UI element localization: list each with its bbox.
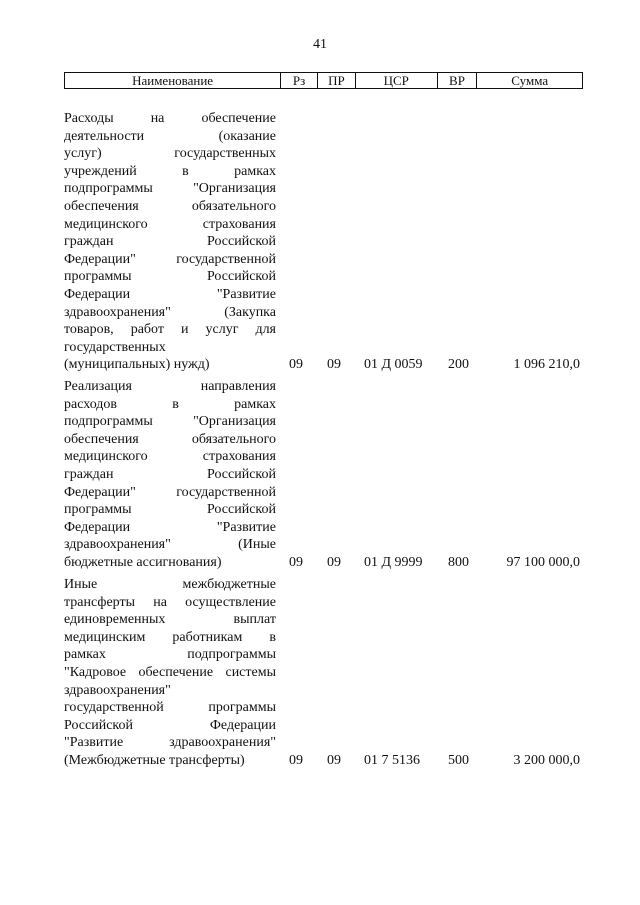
row-pr: 09 (327, 356, 341, 372)
row-vr: 500 (448, 752, 469, 768)
row-vr: 800 (448, 554, 469, 570)
row-name-line: Федерации" государственной (64, 484, 276, 500)
row-name-line: Реализация направления (64, 379, 276, 394)
header-sum: Сумма (476, 73, 582, 88)
row-name-line: здравоохранения" (Иные (64, 537, 276, 553)
header-name: Наименование (132, 73, 214, 88)
row-name-line: Федерации" государственной (64, 251, 276, 267)
row-name-line: деятельности (оказание (64, 128, 276, 144)
row-name-line: обеспечения обязательного (64, 431, 276, 447)
row-name-line: здравоохранения" (64, 682, 171, 698)
row-rz: 09 (289, 752, 303, 768)
row-name-line: (муниципальных) нужд) (64, 357, 210, 373)
row-name-line: Федерации "Развитие (64, 286, 276, 302)
row-name (64, 110, 276, 374)
row-pr: 09 (327, 554, 341, 570)
row-rz: 09 (289, 356, 303, 372)
row-name-line: расходов в рамках (64, 396, 276, 412)
row-pr: 09 (327, 752, 341, 768)
row-name-line: (Межбюджетные трансферты) (64, 752, 245, 768)
row-name (64, 378, 276, 572)
row-name-line: государственной программы (64, 700, 276, 716)
row-vr: 200 (448, 356, 469, 372)
row-rz: 09 (289, 554, 303, 570)
row-name-line: Расходы на обеспечение (64, 111, 276, 126)
row-name-line: бюджетные ассигнования) (64, 554, 222, 570)
page-number: 41 (313, 37, 327, 52)
row-name (64, 576, 276, 770)
row-csr: 01 Д 0059 (364, 356, 423, 372)
table-row (64, 110, 583, 374)
header-csr: ЦСР (355, 73, 437, 88)
header-vr: ВР (437, 73, 477, 88)
row-name-line: государственных (64, 339, 166, 355)
row-name-line: граждан Российской (64, 234, 276, 250)
row-csr: 01 7 5136 (364, 752, 420, 768)
row-name-line: "Развитие здравоохранения" (64, 735, 276, 751)
row-name-line: трансферты на осуществление (64, 594, 276, 610)
row-name-line: программы Российской (64, 502, 276, 518)
row-sum: 97 100 000,0 (506, 554, 580, 570)
row-csr: 01 Д 9999 (364, 554, 423, 570)
row-name-line: Иные межбюджетные (64, 577, 276, 592)
row-name-line: здравоохранения" (Закупка (64, 304, 276, 320)
row-name-line: товаров, работ и услуг для (64, 322, 276, 338)
row-name-line: рамках подпрограммы (64, 647, 276, 663)
table-header (64, 72, 583, 89)
row-name-line: учреждений в рамках (64, 163, 276, 179)
row-name-line: услуг) государственных (64, 146, 276, 162)
row-name-line: подпрограммы "Организация (64, 181, 276, 197)
row-name-line: подпрограммы "Организация (64, 414, 276, 430)
table-row (64, 378, 583, 572)
row-sum: 3 200 000,0 (513, 752, 580, 768)
row-name-line: программы Российской (64, 269, 276, 285)
row-sum: 1 096 210,0 (513, 356, 580, 372)
row-name-line: медицинского страхования (64, 449, 276, 465)
table-row (64, 576, 583, 770)
row-name-line: обеспечения обязательного (64, 198, 276, 214)
header-pr: ПР (317, 73, 355, 88)
row-name-line: граждан Российской (64, 466, 276, 482)
row-name-line: единовременных выплат (64, 612, 276, 628)
header-rz: Рз (280, 73, 317, 88)
row-name-line: медицинского страхования (64, 216, 276, 232)
row-name-line: Российской Федерации (64, 717, 276, 733)
row-name-line: медицинским работникам в (64, 629, 276, 645)
row-name-line: Федерации "Развитие (64, 519, 276, 535)
row-name-line: "Кадровое обеспечение системы (64, 664, 276, 680)
